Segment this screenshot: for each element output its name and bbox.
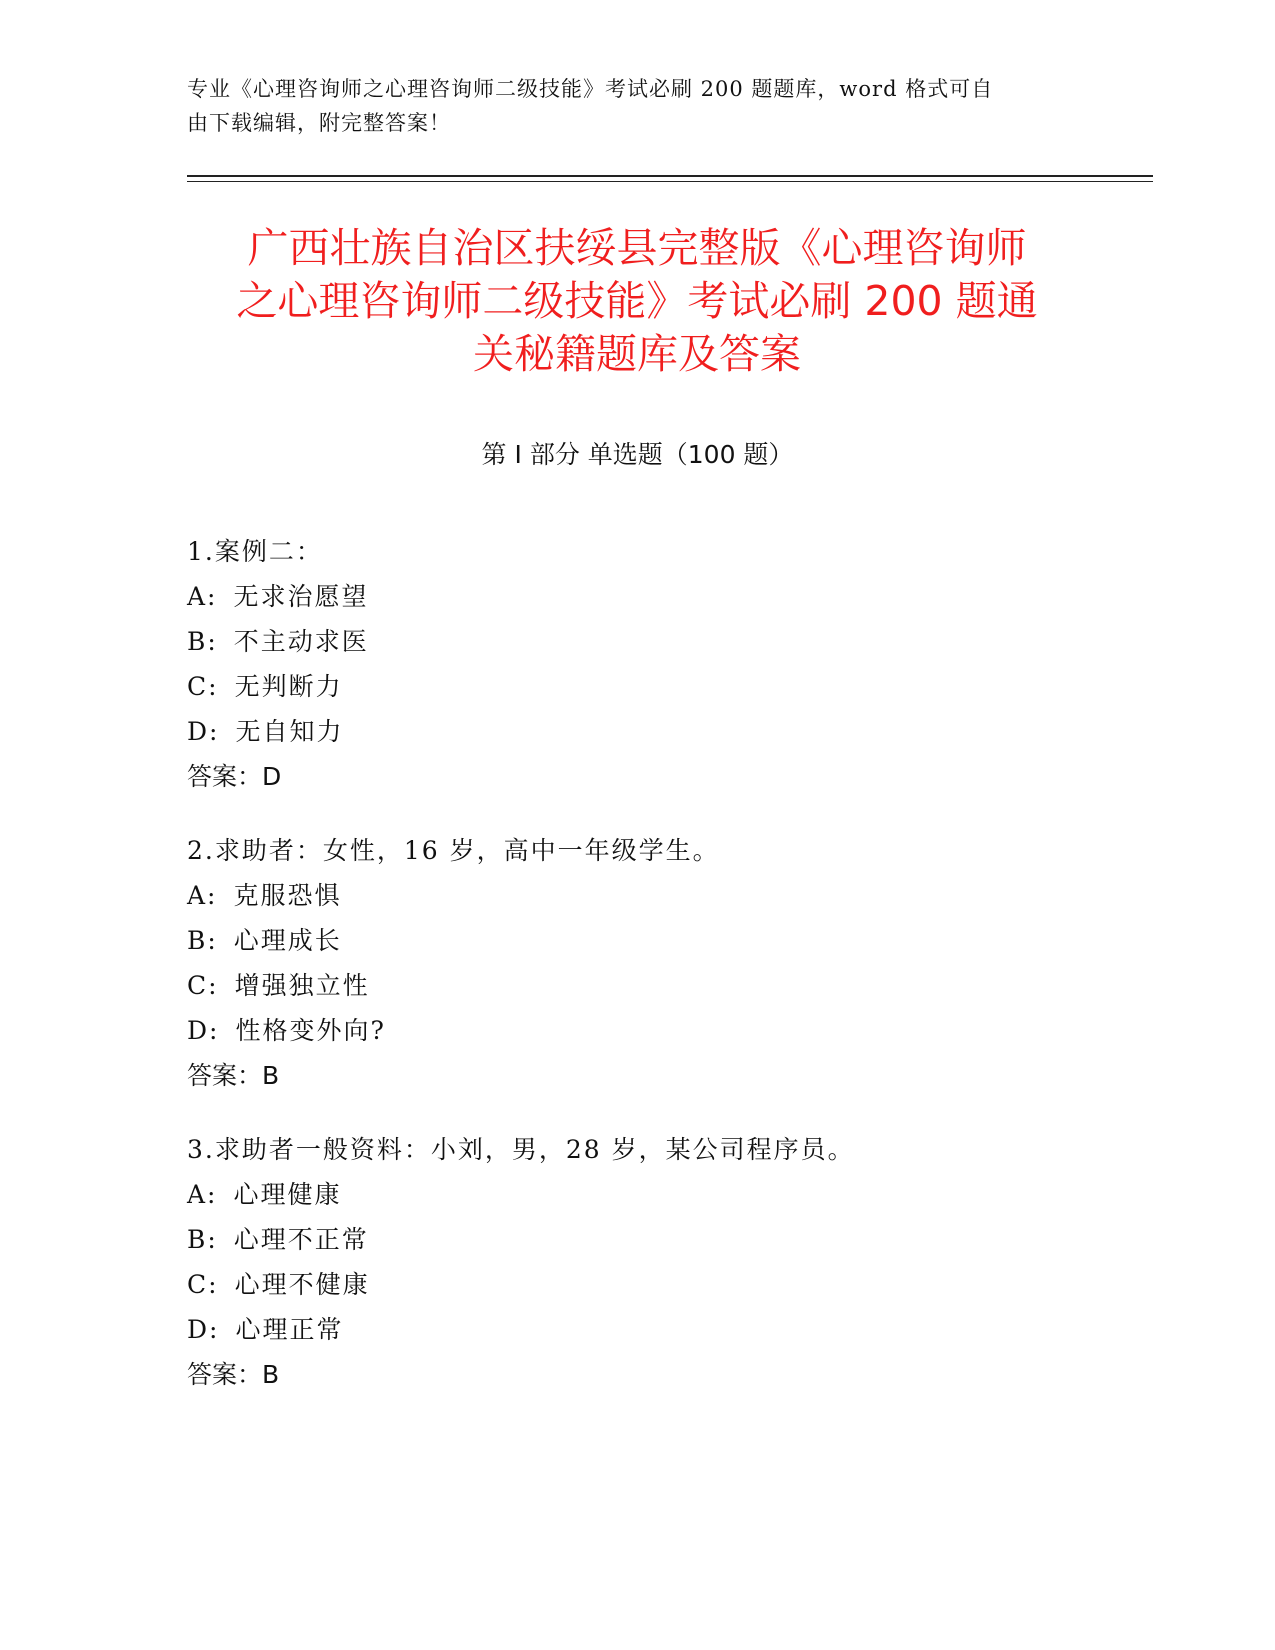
question-stem: 2.求助者：女性，16 岁，高中一年级学生。 [187,836,720,865]
option-letter: D: [187,1315,220,1344]
answer-line: 答案：B [187,1061,280,1090]
option-text: 性格变外向? [235,1016,386,1045]
question-stem: 1.案例二： [187,537,323,566]
option-text: 不主动求医 [233,627,369,656]
option-b [187,1217,1147,1262]
option-c [187,963,1147,1008]
option-letter: B: [187,627,218,656]
answer-line: 答案：D [187,762,282,791]
option-letter: A: [187,582,218,611]
option-letter: B: [187,926,218,955]
title-line-2: 之心理咨询师二级技能》考试必刷 200 题通 [236,277,1038,325]
option-text: 克服恐惧 [233,881,342,910]
option-c [187,1262,1147,1307]
option-text: 心理不正常 [233,1225,369,1254]
option-c [187,664,1147,709]
document-title [187,222,1087,381]
intro-line-1: 专业《心理咨询师之心理咨询师二级技能》考试必刷 200 题题库，word 格式可自 [187,77,994,101]
option-letter: C: [187,672,219,701]
question-list [187,529,1147,1426]
option-letter: D: [187,1016,220,1045]
option-a [187,873,1147,918]
intro-text [187,72,1067,140]
option-a [187,1172,1147,1217]
option-letter: D: [187,717,220,746]
option-letter: B: [187,1225,218,1254]
title-line-1: 广西壮族自治区扶绥县完整版《心理咨询师 [247,224,1027,272]
question-3 [187,1127,1147,1397]
option-text: 心理健康 [233,1180,342,1209]
option-d [187,709,1147,754]
section-heading: 第 I 部分 单选题（100 题） [481,440,794,469]
option-text: 心理成长 [233,926,342,955]
question-stem: 3.求助者一般资料：小刘，男，28 岁，某公司程序员。 [187,1135,855,1164]
option-d [187,1008,1147,1053]
option-b [187,619,1147,664]
question-2 [187,828,1147,1098]
option-letter: A: [187,881,218,910]
option-letter: C: [187,1270,219,1299]
intro-line-2: 由下载编辑，附完整答案！ [187,111,451,135]
option-text: 无自知力 [235,717,344,746]
title-line-3: 关秘籍题库及答案 [473,330,801,378]
question-1 [187,529,1147,799]
option-d [187,1307,1147,1352]
option-b [187,918,1147,963]
option-letter: C: [187,971,219,1000]
option-text: 心理正常 [235,1315,344,1344]
option-text: 增强独立性 [234,971,370,1000]
option-letter: A: [187,1180,218,1209]
option-text: 无判断力 [234,672,343,701]
option-text: 无求治愿望 [233,582,369,611]
option-a [187,574,1147,619]
header-rule-thin [187,181,1153,182]
header-rule-thick [187,175,1153,177]
option-text: 心理不健康 [234,1270,370,1299]
answer-line: 答案：B [187,1360,280,1389]
